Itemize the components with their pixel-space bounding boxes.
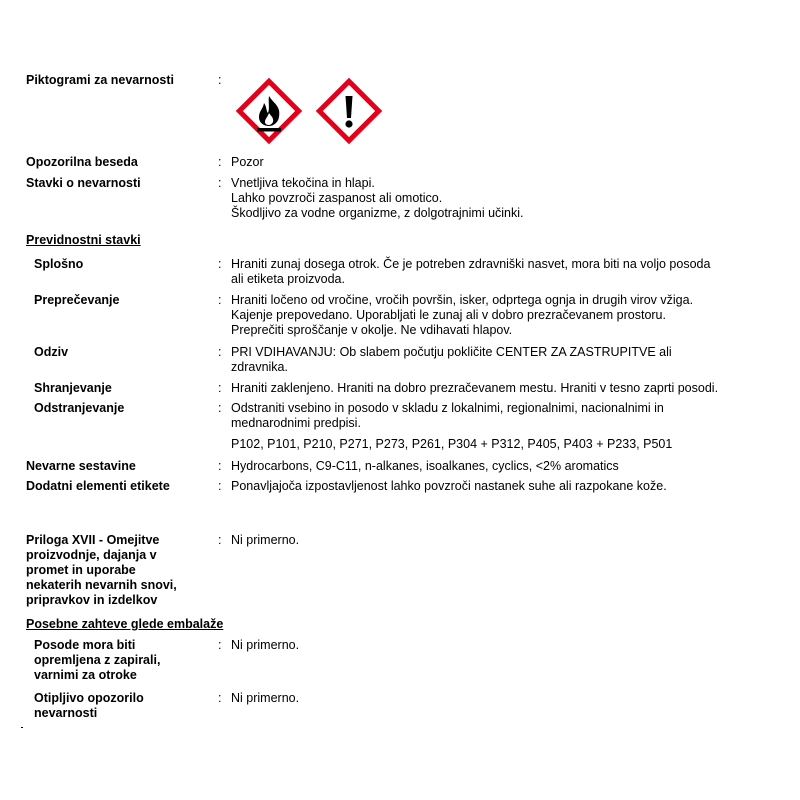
storage-label: Shranjevanje xyxy=(34,381,112,395)
response-line: zdravnika. xyxy=(231,360,288,374)
response-line: PRI VDIHAVANJU: Ob slabem počutju pokličite CENTER ZA ZASTRUPITVE ali xyxy=(231,345,672,359)
signal-word-label: Opozorilna beseda xyxy=(26,155,138,169)
child-closures-label-line: Posode mora biti xyxy=(34,638,136,652)
prevention-line: Hraniti ločeno od vročine, vročih površin, isker, odprtega ognja in drugih virov vžiga. xyxy=(231,293,694,307)
additional-elements-value: Ponavljajoča izpostavljenost lahko povzroči nastanek suhe ali razpokane kože. xyxy=(231,479,667,493)
storage-value xyxy=(231,381,776,396)
child-closures-label xyxy=(34,638,160,683)
packaging-heading: Posebne zahteve glede embalaže xyxy=(26,617,224,631)
colon: : xyxy=(218,176,222,190)
disposal-line: Odstraniti vsebino in posodo v skladu z lokalnimi, regionalnimi, nacionalnimi in xyxy=(231,401,664,415)
storage-line: Hraniti zaklenjeno. Hraniti na dobro prezračevanem mestu. Hraniti v tesno zaprti posodi. xyxy=(231,381,719,395)
annex-label-line: pripravkov in izdelkov xyxy=(26,593,158,607)
colon: : xyxy=(218,73,222,87)
annex-label-line: proizvodnje, dajanja v xyxy=(26,548,157,562)
additional-elements-label: Dodatni elementi etikete xyxy=(26,479,170,493)
precautionary-heading: Previdnostni stavki xyxy=(26,233,141,247)
hazardous-ingredients-value: Hydrocarbons, C9-C11, n-alkanes, isoalkanes, cyclics, <2% aromatics xyxy=(231,459,619,473)
colon: : xyxy=(218,401,222,415)
hazard-statement-line: Škodljivo za vodne organizme, z dolgotrajnimi učinki. xyxy=(231,206,524,220)
hazard-statement-line: Vnetljiva tekočina in hlapi. xyxy=(231,176,375,190)
annex-xvii-label xyxy=(26,533,177,608)
colon: : xyxy=(218,638,222,652)
annex-label-line: nekaterih nevarnih snovi, xyxy=(26,578,177,592)
disposal-line: mednarodnimi predpisi. xyxy=(231,416,361,430)
colon: : xyxy=(218,293,222,307)
prevention-label: Preprečevanje xyxy=(34,293,120,307)
child-closures-label-line: varnimi za otroke xyxy=(34,668,137,682)
disposal-label: Odstranjevanje xyxy=(34,401,125,415)
flame-pictogram-icon xyxy=(234,76,304,146)
prevention-value xyxy=(231,293,776,338)
colon: : xyxy=(218,479,222,493)
annex-xvii-value: Ni primerno. xyxy=(231,533,300,547)
hazardous-ingredients-label: Nevarne sestavine xyxy=(26,459,136,473)
tactile-warning-label xyxy=(34,691,144,721)
p-codes-value: P102, P101, P210, P271, P273, P261, P304 + P312, P405, P403 + P233, P501 xyxy=(231,437,673,451)
colon: : xyxy=(218,381,222,395)
hazard-statements-value xyxy=(231,176,776,221)
signal-word-value: Pozor xyxy=(231,155,264,169)
response-label: Odziv xyxy=(34,345,69,359)
response-value xyxy=(231,345,776,375)
child-closures-label-line: opremljena z zapirali, xyxy=(34,653,161,667)
page-mark xyxy=(21,727,23,728)
prevention-line: Preprečiti sproščanje v okolje. Ne vdihavati hlapov. xyxy=(231,323,513,337)
colon: : xyxy=(218,459,222,473)
exclamation-pictogram-icon xyxy=(314,76,384,146)
tactile-warning-label-line: Otipljivo opozorilo xyxy=(34,691,144,705)
tactile-warning-value: Ni primerno. xyxy=(231,691,300,705)
colon: : xyxy=(218,155,222,169)
general-line: Hraniti zunaj dosega otrok. Če je potreben zdravniški nasvet, mora biti na voljo posoda xyxy=(231,257,711,271)
general-label: Splošno xyxy=(34,257,84,271)
child-closures-value: Ni primerno. xyxy=(231,638,300,652)
hazard-statement-line: Lahko povzroči zaspanost ali omotico. xyxy=(231,191,443,205)
colon: : xyxy=(218,691,222,705)
disposal-value xyxy=(231,401,776,431)
colon: : xyxy=(218,257,222,271)
colon: : xyxy=(218,345,222,359)
general-value xyxy=(231,257,776,287)
colon: : xyxy=(218,533,222,547)
hazard-statements-label: Stavki o nevarnosti xyxy=(26,176,141,190)
prevention-line: Kajenje prepovedano. Uporabljati le zunaj ali v dobro prezračevanem prostoru. xyxy=(231,308,666,322)
pictograms-label: Piktogrami za nevarnosti xyxy=(26,73,174,87)
tactile-warning-label-line: nevarnosti xyxy=(34,706,98,720)
general-line: ali etiketa proizvoda. xyxy=(231,272,345,286)
annex-label-line: Priloga XVII - Omejitve xyxy=(26,533,160,547)
annex-label-line: promet in uporabe xyxy=(26,563,136,577)
